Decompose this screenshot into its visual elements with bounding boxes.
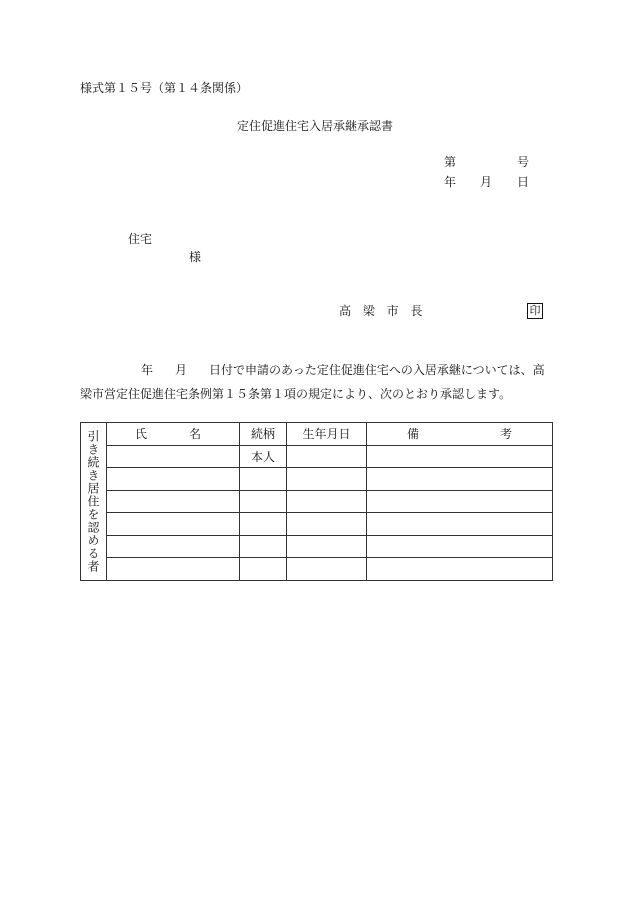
relation-cell[interactable] (240, 535, 287, 558)
recipient-honorific: 様 (189, 250, 202, 264)
name-cell[interactable] (107, 490, 240, 513)
relation-cell: 本人 (240, 445, 287, 468)
remarks-cell[interactable] (367, 513, 553, 536)
table-row (81, 468, 553, 491)
header-relation: 続柄 (240, 423, 287, 446)
relation-cell[interactable] (240, 468, 287, 491)
document-title: 定住促進住宅入居承継承認書 (236, 119, 393, 133)
table-row (81, 513, 553, 536)
body-text-line-2: 梁市営定住促進住宅条例第１５条第１項の規定により、次のとおり承認します。 (80, 387, 512, 401)
header-name-right: 名 (188, 427, 201, 442)
table-header-row (81, 423, 553, 446)
birthdate-cell[interactable] (287, 558, 367, 581)
relation-cell[interactable] (240, 490, 287, 513)
header-remarks (367, 423, 553, 446)
remarks-cell[interactable] (367, 535, 553, 558)
birthdate-cell[interactable] (287, 513, 367, 536)
remarks-cell[interactable] (367, 558, 553, 581)
birthdate-cell[interactable] (287, 490, 367, 513)
seal-mark: 印 (527, 303, 543, 319)
form-number: 様式第１５号（第１４条関係） (80, 81, 249, 95)
body-month-label: 月 (175, 363, 188, 377)
birthdate-cell[interactable] (287, 445, 367, 468)
issuer-name: 高 梁 市 長 (339, 304, 427, 318)
remarks-cell[interactable] (367, 468, 553, 491)
table-row (81, 535, 553, 558)
body-year-label: 年 (141, 363, 154, 377)
name-cell[interactable] (107, 445, 240, 468)
date-year-label: 年 (444, 175, 457, 189)
relation-cell[interactable] (240, 558, 287, 581)
header-remarks-left: 備 (407, 427, 420, 442)
recipient-address-label: 住宅 (128, 232, 153, 246)
header-birthdate: 生年月日 (287, 423, 367, 446)
birthdate-cell[interactable] (287, 535, 367, 558)
remarks-cell[interactable] (367, 490, 553, 513)
table-row (81, 558, 553, 581)
table-row (81, 445, 553, 468)
doc-number-label: 第 (444, 155, 457, 169)
relation-cell[interactable] (240, 513, 287, 536)
body-text-line-1 (141, 364, 545, 376)
name-cell[interactable] (107, 513, 240, 536)
birthdate-cell[interactable] (287, 468, 367, 491)
header-name-left: 氏 (135, 427, 148, 442)
date-day-label: 日 (517, 175, 530, 189)
date-month-label: 月 (480, 175, 493, 189)
table-row (81, 490, 553, 513)
header-remarks-right: 考 (499, 427, 512, 442)
name-cell[interactable] (107, 468, 240, 491)
name-cell[interactable] (107, 535, 240, 558)
doc-number-suffix: 号 (517, 155, 530, 169)
body-line1-text: 日付で申請のあった定住促進住宅への入居承継については、高 (209, 363, 545, 377)
remarks-cell[interactable] (367, 445, 553, 468)
header-name (107, 423, 240, 446)
residents-table (80, 422, 553, 581)
name-cell[interactable] (107, 558, 240, 581)
side-label: 引き続き居住を認める者 (81, 423, 107, 581)
